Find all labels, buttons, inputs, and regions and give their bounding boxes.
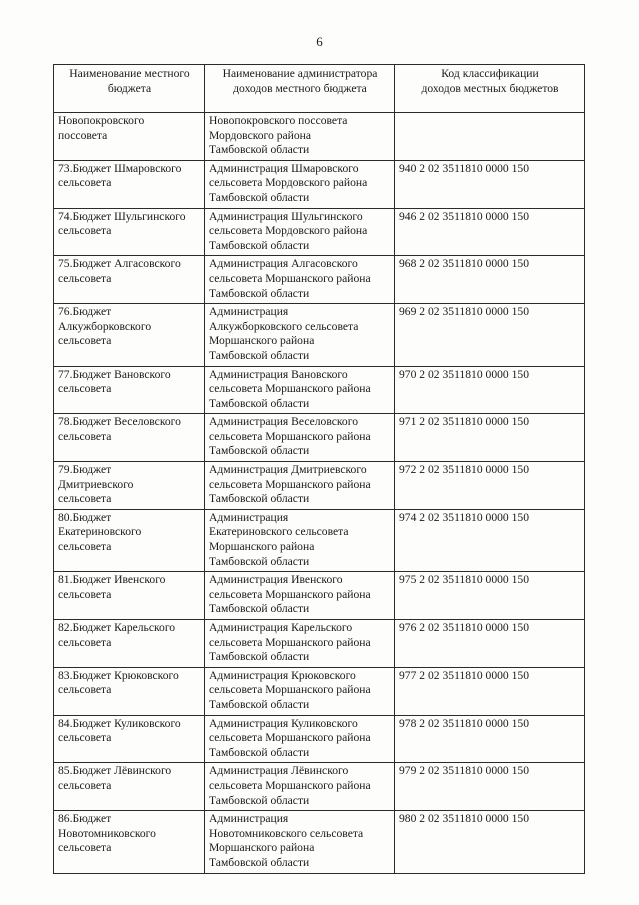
administrator-cell: Администрация Ивенского сельсовета Моршанского района Тамбовской области <box>205 572 395 620</box>
administrator-cell: Администрация Куликовского сельсовета Моршанского района Тамбовской области <box>205 715 395 763</box>
budget-name-cell: 83.Бюджет Крюковского сельсовета <box>54 667 205 715</box>
table-row <box>54 160 585 208</box>
table-row <box>54 113 585 161</box>
budget-name-cell: 81.Бюджет Ивенского сельсовета <box>54 572 205 620</box>
budget-name-cell: 73.Бюджет Шмаровского сельсовета <box>54 160 205 208</box>
administrator-cell: Администрация Алкужборковского сельсовета Моршанского района Тамбовской области <box>205 304 395 366</box>
administrator-cell: Администрация Вановского сельсовета Моршанского района Тамбовской области <box>205 366 395 414</box>
table-row <box>54 811 585 873</box>
table-header-row <box>54 65 585 113</box>
classification-code-cell: 972 2 02 3511810 0000 150 <box>395 462 585 510</box>
classification-code-cell: 980 2 02 3511810 0000 150 <box>395 811 585 873</box>
budget-name-cell: 77.Бюджет Вановского сельсовета <box>54 366 205 414</box>
administrator-cell: Администрация Шульгинского сельсовета Мордовского района Тамбовской области <box>205 208 395 256</box>
classification-code-cell <box>395 113 585 161</box>
classification-code-cell: 974 2 02 3511810 0000 150 <box>395 509 585 571</box>
administrator-cell: Новопокровского поссовета Мордовского района Тамбовской области <box>205 113 395 161</box>
column-header-administrator: Наименование администратора доходов местного бюджета <box>205 65 395 113</box>
page-number: 6 <box>316 34 323 49</box>
budget-name-cell: 76.Бюджет Алкужборковского сельсовета <box>54 304 205 366</box>
column-header-budget-name: Наименование местного бюджета <box>54 65 205 113</box>
table-row <box>54 462 585 510</box>
administrator-cell: Администрация Крюковского сельсовета Моршанского района Тамбовской области <box>205 667 395 715</box>
budget-name-cell: 74.Бюджет Шульгинского сельсовета <box>54 208 205 256</box>
table-row <box>54 715 585 763</box>
classification-code-cell: 978 2 02 3511810 0000 150 <box>395 715 585 763</box>
budget-name-cell: 86.Бюджет Новотомниковского сельсовета <box>54 811 205 873</box>
classification-code-cell: 979 2 02 3511810 0000 150 <box>395 763 585 811</box>
budget-name-cell: 75.Бюджет Алгасовского сельсовета <box>54 256 205 304</box>
table-row <box>54 620 585 668</box>
table-row <box>54 208 585 256</box>
table-row <box>54 763 585 811</box>
classification-code-cell: 975 2 02 3511810 0000 150 <box>395 572 585 620</box>
budget-name-cell: Новопокровского поссовета <box>54 113 205 161</box>
table-row <box>54 256 585 304</box>
table-row <box>54 366 585 414</box>
classification-code-cell: 946 2 02 3511810 0000 150 <box>395 208 585 256</box>
administrator-cell: Администрация Веселовского сельсовета Моршанского района Тамбовской области <box>205 414 395 462</box>
budget-name-cell: 79.Бюджет Дмитриевского сельсовета <box>54 462 205 510</box>
administrator-cell: Администрация Лёвинского сельсовета Моршанского района Тамбовской области <box>205 763 395 811</box>
table-row <box>54 414 585 462</box>
budget-name-cell: 80.Бюджет Екатериновского сельсовета <box>54 509 205 571</box>
administrator-cell: Администрация Дмитриевского сельсовета Моршанского района Тамбовской области <box>205 462 395 510</box>
administrator-cell: Администрация Карельского сельсовета Моршанского района Тамбовской области <box>205 620 395 668</box>
classification-code-cell: 969 2 02 3511810 0000 150 <box>395 304 585 366</box>
budget-name-cell: 82.Бюджет Карельского сельсовета <box>54 620 205 668</box>
table-row <box>54 572 585 620</box>
classification-code-cell: 976 2 02 3511810 0000 150 <box>395 620 585 668</box>
administrator-cell: Администрация Шмаровского сельсовета Мордовского района Тамбовской области <box>205 160 395 208</box>
column-header-classification-code: Код классификации доходов местных бюджетов <box>395 65 585 113</box>
budget-table <box>53 64 585 874</box>
classification-code-cell: 970 2 02 3511810 0000 150 <box>395 366 585 414</box>
administrator-cell: Администрация Алгасовского сельсовета Моршанского района Тамбовской области <box>205 256 395 304</box>
table-row <box>54 509 585 571</box>
classification-code-cell: 968 2 02 3511810 0000 150 <box>395 256 585 304</box>
administrator-cell: Администрация Новотомниковского сельсовета Моршанского района Тамбовской области <box>205 811 395 873</box>
classification-code-cell: 971 2 02 3511810 0000 150 <box>395 414 585 462</box>
classification-code-cell: 940 2 02 3511810 0000 150 <box>395 160 585 208</box>
administrator-cell: Администрация Екатериновского сельсовета Моршанского района Тамбовской области <box>205 509 395 571</box>
table-row <box>54 667 585 715</box>
classification-code-cell: 977 2 02 3511810 0000 150 <box>395 667 585 715</box>
budget-name-cell: 84.Бюджет Куликовского сельсовета <box>54 715 205 763</box>
budget-name-cell: 85.Бюджет Лёвинского сельсовета <box>54 763 205 811</box>
table-row <box>54 304 585 366</box>
budget-name-cell: 78.Бюджет Веселовского сельсовета <box>54 414 205 462</box>
